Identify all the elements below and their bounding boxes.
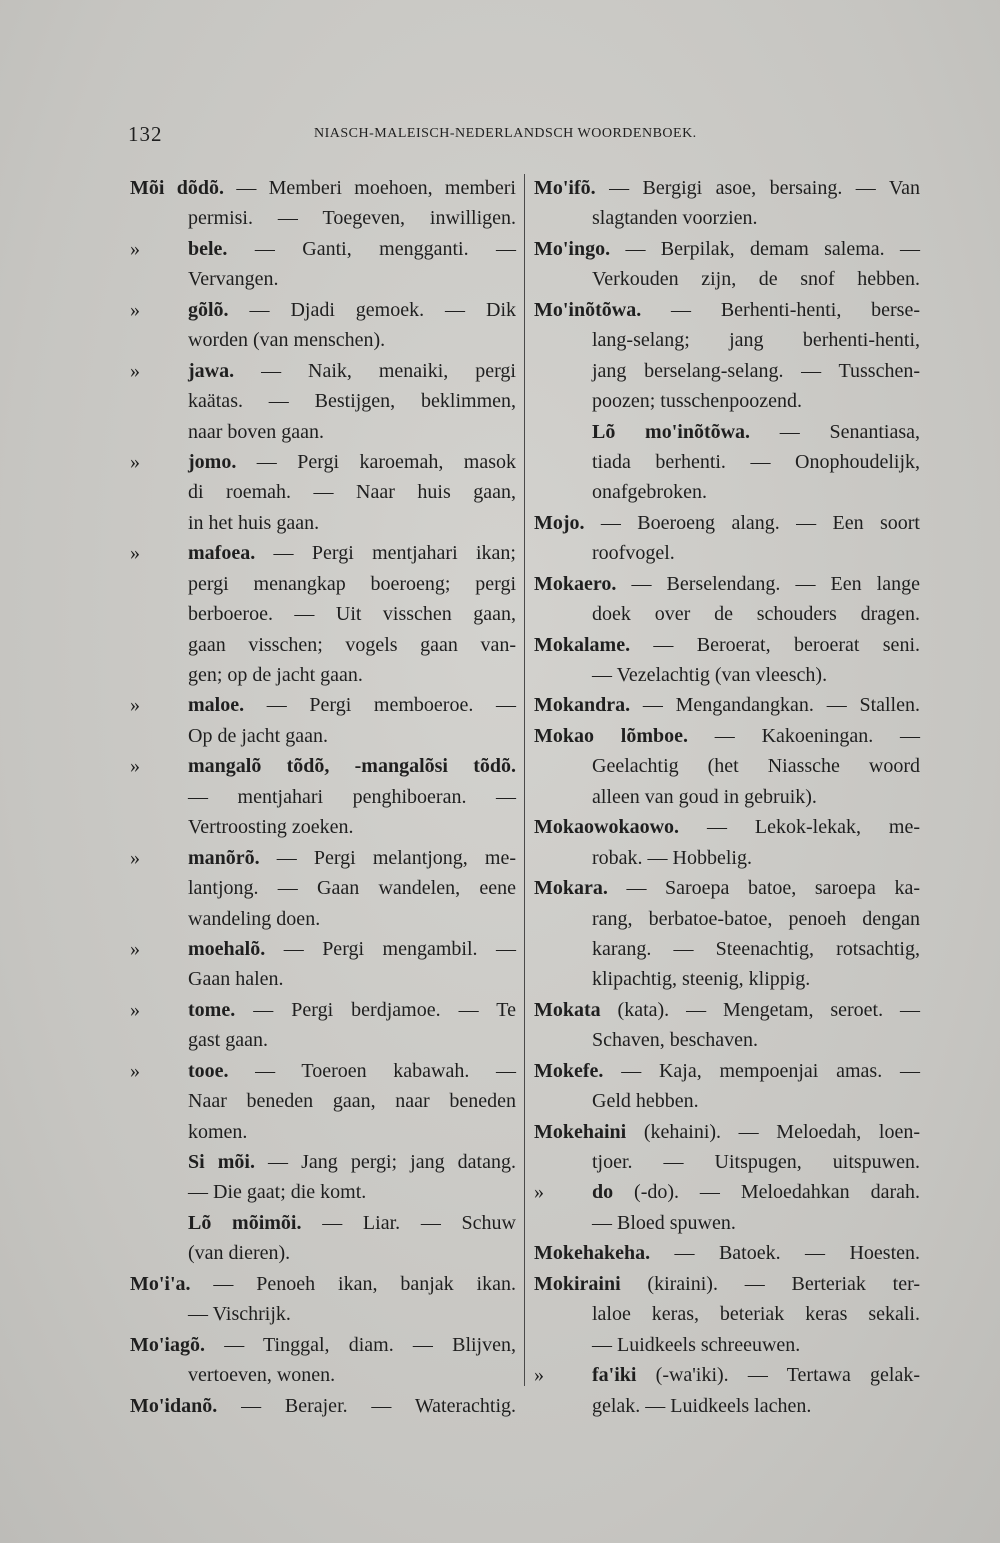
definition-text: Op de jacht gaan. (188, 724, 328, 747)
dictionary-line (130, 356, 516, 386)
dictionary-line (130, 447, 516, 477)
headword: Lõ mõimõi. (188, 1211, 302, 1234)
definition-text: — Naik, menaiki, pergi (234, 359, 516, 382)
subentry-marker: » (130, 694, 140, 717)
definition-text: Schaven, beschaven. (592, 1029, 759, 1052)
dictionary-line (534, 721, 920, 751)
dictionary-line (534, 904, 920, 934)
headword: Mo'ifõ. (534, 177, 596, 199)
subentry-marker: » (130, 937, 140, 960)
dictionary-line (534, 1238, 920, 1268)
headword: tome. (188, 998, 236, 1021)
dictionary-line (534, 295, 920, 325)
definition-text: — Toeroen kabawah. — (228, 1059, 516, 1082)
headword: Mokandra. (534, 694, 631, 717)
definition-text: lantjong. — Gaan wandelen, eene (188, 877, 516, 900)
headword: Lõ mo'inõtõwa. (592, 420, 751, 443)
dictionary-line (534, 782, 920, 812)
dictionary-line (534, 173, 920, 203)
definition-text: onafgebroken. (592, 481, 707, 504)
dictionary-line (130, 1208, 516, 1238)
dictionary-line (130, 1238, 516, 1268)
dictionary-line (534, 1360, 920, 1390)
definition-text: — Pergi melantjong, me- (259, 846, 516, 869)
dictionary-line (130, 477, 516, 507)
dictionary-line (534, 995, 920, 1025)
definition-text: gen; op de jacht gaan. (188, 664, 363, 686)
dictionary-line (130, 1269, 516, 1299)
headword: maloe. (188, 694, 245, 717)
definition-text: lang-selang; jang berhenti-henti, (592, 329, 920, 352)
dictionary-line (130, 1147, 516, 1177)
headword: Mokara. (534, 877, 608, 900)
definition-text: worden (van menschen). (188, 329, 386, 352)
headword: Mo'ingo. (534, 237, 611, 260)
dictionary-line (130, 569, 516, 599)
dictionary-line (130, 1025, 516, 1055)
subentry-marker: » (130, 755, 140, 778)
dictionary-line (534, 1056, 920, 1086)
headword: jawa. (188, 359, 235, 382)
headword: jomo. (188, 450, 237, 473)
dictionary-line (130, 690, 516, 720)
dictionary-line (534, 386, 920, 416)
dictionary-line (130, 1391, 516, 1421)
definition-text: naar boven gaan. (188, 420, 325, 443)
definition-text: permisi. — Toegeven, inwilligen. (188, 207, 516, 230)
headword: Mokehaini (534, 1120, 627, 1143)
subentry-marker: » (130, 998, 140, 1021)
subentry-marker: » (130, 542, 140, 565)
definition-text: — Pergi berdjamoe. — Te (235, 998, 516, 1021)
definition-text: — Batoek. — Hoesten. (650, 1242, 920, 1265)
dictionary-line (534, 447, 920, 477)
dictionary-line (534, 1025, 920, 1055)
column-divider (524, 174, 525, 1386)
dictionary-line (534, 1147, 920, 1177)
definition-text: — Lekok-lekak, me- (679, 816, 920, 839)
dictionary-line (130, 1360, 516, 1390)
definition-text: (van dieren). (188, 1242, 291, 1265)
definition-text: — Berajer. — Waterachtig. (217, 1394, 516, 1417)
headword: bele. (188, 237, 228, 260)
subentry-marker: » (534, 1364, 544, 1387)
definition-text: — Berhenti-henti, berse- (641, 298, 920, 321)
dictionary-line (130, 325, 516, 355)
definition-text: — Die gaat; die komt. (188, 1181, 367, 1204)
dictionary-line (534, 1177, 920, 1207)
headword: Mo'inõtõwa. (534, 298, 642, 321)
subentry-marker: » (130, 237, 140, 260)
headword: mangalõ tõdõ, -mangalõsi tõdõ. (188, 755, 516, 778)
dictionary-line (130, 873, 516, 903)
definition-text: (kata). — Mengetam, seroet. — (600, 998, 920, 1021)
definition-text: tiada berhenti. — Onophoudelijk, (592, 450, 920, 473)
dictionary-line (534, 873, 920, 903)
definition-text: komen. (188, 1120, 248, 1143)
definition-text: — Pergi mengambil. — (265, 937, 516, 960)
dictionary-line (130, 1117, 516, 1147)
definition-text: roofvogel. (592, 542, 675, 565)
dictionary-line (534, 751, 920, 781)
dictionary-line (130, 660, 516, 690)
headword: gõlõ. (188, 298, 229, 321)
definition-text: pergi menangkap boeroeng; pergi (188, 572, 516, 595)
definition-text: — Ganti, mengganti. — (227, 237, 516, 260)
definition-text: klipachtig, steenig, klippig. (592, 968, 811, 991)
dictionary-line (130, 295, 516, 325)
dictionary-line (130, 782, 516, 812)
dictionary-line (130, 812, 516, 842)
dictionary-line (534, 630, 920, 660)
headword: Mo'idanõ. (130, 1394, 218, 1417)
subentry-marker: » (130, 359, 140, 382)
dictionary-line (130, 964, 516, 994)
definition-text: — Berpilak, demam salema. — (610, 237, 920, 260)
headword: Mokata (534, 998, 601, 1021)
definition-text: di roemah. — Naar huis gaan, (188, 481, 516, 504)
dictionary-line (534, 934, 920, 964)
definition-text: wandeling doen. (188, 907, 321, 930)
dictionary-line (130, 1330, 516, 1360)
subentry-marker: » (534, 1181, 544, 1204)
dictionary-line (534, 690, 920, 720)
dictionary-line (130, 721, 516, 751)
definition-text: Gaan halen. (188, 968, 284, 991)
definition-text: rang, berbatoe-batoe, penoeh dengan (592, 907, 920, 930)
definition-text: Geelachtig (het Niassche woord (592, 755, 920, 778)
headword: Si mõi. (188, 1151, 255, 1173)
dictionary-line (534, 569, 920, 599)
definition-text: karang. — Steenachtig, rotsachtig, (592, 937, 920, 960)
dictionary-line (130, 234, 516, 264)
definition-text: in het huis gaan. (188, 511, 320, 534)
dictionary-line (534, 234, 920, 264)
definition-text: poozen; tusschenpoozend. (592, 390, 802, 413)
definition-text: — Kaja, mempoenjai amas. — (603, 1059, 920, 1082)
definition-text: — Luidkeels schreeuwen. (592, 1333, 801, 1356)
dictionary-line (130, 1299, 516, 1329)
headword: manõrõ. (188, 846, 260, 869)
definition-text: — Pergi memboeroe. — (244, 694, 516, 717)
definition-text: — Pergi karoemah, masok (236, 450, 516, 473)
definition-text: (-wa'iki). — Tertawa gelak- (636, 1364, 920, 1387)
dictionary-line (130, 417, 516, 447)
definition-text: vertoeven, wonen. (188, 1364, 336, 1387)
dictionary-line (534, 660, 920, 690)
page-number: 132 (128, 122, 163, 146)
dictionary-line (534, 264, 920, 294)
dictionary-line (534, 356, 920, 386)
headword: tooe. (188, 1059, 229, 1082)
headword: fa'iki (592, 1364, 637, 1387)
definition-text: — Saroepa batoe, saroepa ka- (607, 877, 920, 900)
dictionary-line (130, 173, 516, 203)
dictionary-line (534, 1391, 920, 1421)
dictionary-line (534, 203, 920, 233)
dictionary-line (130, 538, 516, 568)
headword: Mokao lõmboe. (534, 724, 689, 747)
dictionary-line (534, 508, 920, 538)
definition-text: gaan visschen; vogels gaan van- (188, 633, 516, 656)
definition-text: Naar beneden gaan, naar beneden (188, 1090, 516, 1113)
dictionary-line (130, 1177, 516, 1207)
dictionary-line (534, 599, 920, 629)
definition-text: slagtanden voorzien. (592, 207, 758, 230)
dictionary-line (130, 1056, 516, 1086)
definition-text: Geld hebben. (592, 1090, 699, 1113)
subentry-marker: » (130, 298, 140, 321)
definition-text: robak. — Hobbelig. (592, 846, 752, 869)
definition-text: tjoer. — Uitspugen, uitspuwen. (592, 1151, 920, 1173)
headword: Mojo. (534, 511, 585, 534)
dictionary-line (534, 1208, 920, 1238)
definition-text: — Mengandangkan. — Stallen. (630, 694, 920, 717)
definition-text: Vertroosting zoeken. (188, 816, 354, 839)
headword: do (592, 1181, 614, 1204)
subentry-marker: » (130, 1059, 140, 1082)
headword: moehalõ. (188, 937, 266, 960)
definition-text: — Vezelachtig (van vleesch). (592, 664, 828, 686)
dictionary-line (534, 1330, 920, 1360)
definition-text: berboeroe. — Uit visschen gaan, (188, 603, 516, 626)
definition-text: kaätas. — Bestijgen, beklimmen, (188, 390, 516, 413)
right-column (534, 173, 920, 1421)
headword: Mokaero. (534, 572, 617, 595)
definition-text: gast gaan. (188, 1029, 268, 1052)
dictionary-line (534, 417, 920, 447)
definition-text: doek over de schouders dragen. (592, 603, 920, 626)
dictionary-line (130, 751, 516, 781)
dictionary-line (130, 904, 516, 934)
dictionary-line (130, 264, 516, 294)
dictionary-line (534, 964, 920, 994)
dictionary-line (130, 203, 516, 233)
headword: Mo'iagõ. (130, 1333, 205, 1356)
dictionary-line (534, 538, 920, 568)
dictionary-line (534, 1269, 920, 1299)
definition-text: — Beroerat, beroerat seni. (630, 633, 920, 656)
definition-text: — Penoeh ikan, banjak ikan. (190, 1272, 516, 1295)
definition-text: laloe keras, beteriak keras sekali. (592, 1303, 920, 1326)
dictionary-line (130, 1086, 516, 1116)
definition-text: — Djadi gemoek. — Dik (228, 298, 516, 321)
definition-text: — Jang pergi; jang datang. (254, 1151, 516, 1173)
definition-text: — Bloed spuwen. (592, 1211, 736, 1234)
dictionary-line (534, 1117, 920, 1147)
definition-text: (kiraini). — Berteriak ter- (620, 1272, 920, 1295)
definition-text: — mentjahari penghiboeran. — (188, 785, 516, 808)
dictionary-line (130, 630, 516, 660)
definition-text: — Vischrijk. (188, 1303, 291, 1326)
definition-text: — Berselendang. — Een lange (616, 572, 920, 595)
headword: Mo'i'a. (130, 1272, 191, 1295)
definition-text: (kehaini). — Meloedah, loen- (626, 1120, 920, 1143)
running-title: NIASCH-MALEISCH-NEDERLANDSCH WOORDENBOEK. (314, 126, 697, 141)
left-column (130, 173, 516, 1421)
dictionary-line (534, 843, 920, 873)
definition-text: alleen van goud in gebruik). (592, 785, 817, 808)
dictionary-line (130, 386, 516, 416)
headword: Mokiraini (534, 1272, 621, 1295)
dictionary-line (534, 1086, 920, 1116)
dictionary-line (534, 477, 920, 507)
definition-text: (-do). — Meloedahkan darah. (613, 1181, 920, 1204)
headword: mafoea. (188, 542, 256, 565)
definition-text: — Boeroeng alang. — Een soort (584, 511, 920, 534)
definition-text: — Senantiasa, (750, 420, 921, 443)
dictionary-line (534, 325, 920, 355)
definition-text: — Liar. — Schuw (301, 1211, 517, 1234)
dictionary-line (130, 843, 516, 873)
subentry-marker: » (130, 846, 140, 869)
headword: Mokehakeha. (534, 1242, 651, 1265)
headword: Mõi dõdõ. (130, 177, 224, 199)
definition-text: — Pergi mentjahari ikan; (255, 542, 516, 565)
headword: Mokalame. (534, 633, 631, 656)
definition-text: Vervangen. (188, 268, 279, 291)
dictionary-line (130, 599, 516, 629)
running-head (128, 118, 918, 148)
definition-text: — Bergigi asoe, bersaing. — Van (595, 177, 920, 199)
definition-text: — Memberi moehoen, memberi (224, 177, 516, 199)
dictionary-line (130, 508, 516, 538)
headword: Mokefe. (534, 1059, 604, 1082)
definition-text: jang berselang-selang. — Tusschen- (592, 359, 920, 382)
definition-text: Verkouden zijn, de snof hebben. (592, 268, 920, 291)
dictionary-line (534, 1299, 920, 1329)
headword: Mokaowokaowo. (534, 816, 680, 839)
definition-text: — Tinggal, diam. — Blijven, (205, 1333, 516, 1356)
dictionary-line (130, 995, 516, 1025)
dictionary-line (534, 812, 920, 842)
definition-text: gelak. — Luidkeels lachen. (592, 1394, 812, 1417)
definition-text: — Kakoeningan. — (688, 724, 921, 747)
subentry-marker: » (130, 450, 140, 473)
dictionary-line (130, 934, 516, 964)
